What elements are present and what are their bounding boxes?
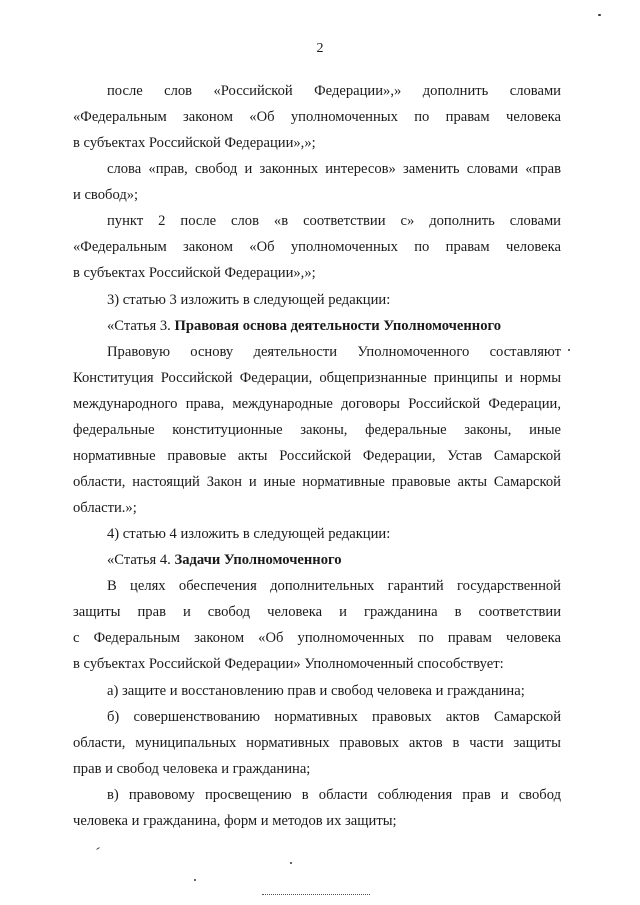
text-line: 4) статью 4 изложить в следующей редакции: (107, 526, 391, 542)
text-line: в субъектах Российской Федерации» Уполномоченный способствует: (73, 656, 504, 672)
text-line: и свобод»; (73, 187, 139, 203)
scan-edge-trace (262, 894, 370, 897)
article-title: Задачи Уполномоченного (174, 552, 342, 568)
text-line: «Федеральным законом «Об уполномоченных по правам человека (73, 239, 561, 255)
text-line: В целях обеспечения дополнительных гарантий государственной (107, 578, 561, 594)
text-line: области, муниципальных нормативных правовых актов в части защиты (73, 735, 561, 751)
text-line: 3) статью 3 изложить в следующей редакции: (107, 292, 391, 308)
scan-speck (568, 349, 570, 351)
scan-speck (194, 879, 196, 881)
text-line: защиты прав и свобод человека и гражданина в соответствии (73, 604, 561, 620)
article-number: «Статья 3. (107, 318, 171, 334)
text-line: человека и гражданина, форм и методов их защиты; (73, 813, 397, 829)
scan-speck (598, 14, 601, 16)
text-line: а) защите и восстановлению прав и свобод человека и гражданина; (107, 683, 525, 699)
text-line: в) правовому просвещению в области соблюдения прав и свобод (107, 787, 561, 803)
article-title: Правовая основа деятельности Уполномоченного (174, 318, 502, 334)
text-line: в субъектах Российской Федерации»,»; (73, 135, 316, 151)
text-line: нормативные правовые акты Российской Федерации, Устав Самарской (73, 448, 561, 464)
text-line: международного права, международные договоры Российской Федерации, (73, 396, 561, 412)
text-line: области, настоящий Закон и иные нормативные правовые акты Самарской (73, 474, 561, 490)
text-line: Правовую основу деятельности Уполномоченного составляют (107, 344, 561, 360)
text-line: федеральные конституционные законы, федеральные законы, иные (73, 422, 561, 438)
text-line: пункт 2 после слов «в соответствии с» дополнить словами (107, 213, 561, 229)
text-line: в субъектах Российской Федерации»,»; (73, 265, 316, 281)
page-number: 2 (316, 41, 324, 56)
article-number: «Статья 4. (107, 552, 171, 568)
text-line: с Федеральным законом «Об уполномоченных по правам человека (73, 630, 561, 646)
text-line: после слов «Российской Федерации»,» дополнить словами (107, 83, 561, 99)
text-line: б) совершенствованию нормативных правовых актов Самарской (107, 709, 561, 725)
text-line: Конституция Российской Федерации, общепризнанные принципы и нормы (73, 370, 561, 386)
scan-speck (96, 847, 100, 850)
scan-speck (290, 862, 292, 864)
article-heading (107, 317, 561, 335)
article-heading (107, 551, 561, 569)
text-line: слова «прав, свобод и законных интересов» заменить словами «прав (107, 161, 561, 177)
text-line: «Федеральным законом «Об уполномоченных по правам человека (73, 109, 561, 125)
text-line: прав и свобод человека и гражданина; (73, 761, 311, 777)
text-line: области.»; (73, 500, 137, 516)
